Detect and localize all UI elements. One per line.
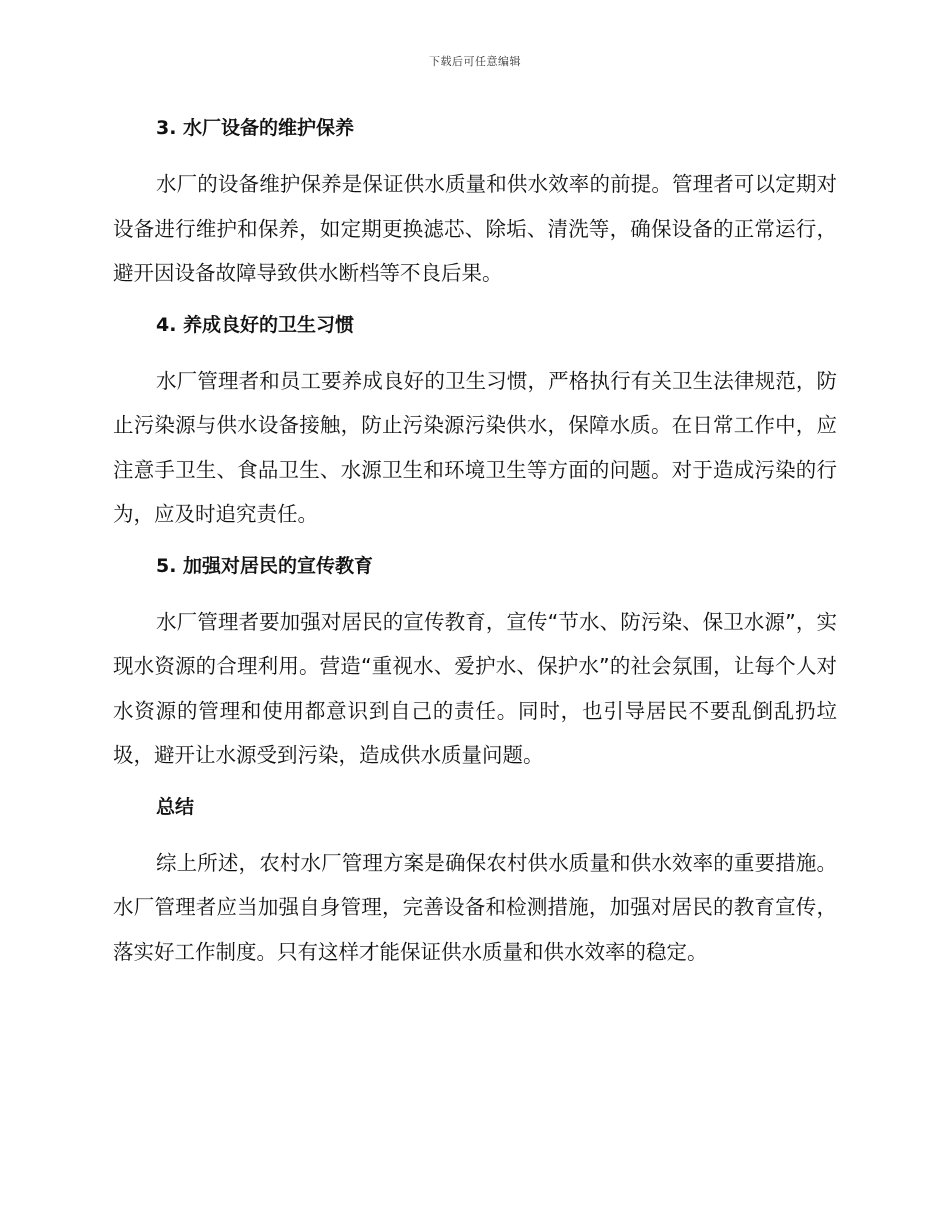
section-heading-summary: 总结 — [156, 795, 195, 818]
paragraph-resident-education: 水厂管理者要加强对居民的宣传教育，宣传“节水、防污染、保卫水源”，实现水资源的合理利用。营造“重视水、爱护水、保护水”的社会氛围，让每个人对水资源的管理和使用都意识到自己的责任。同时，也引导居民不要乱倒乱扔垃圾，避开让水源受到污染，造成供水质量问题。 — [113, 609, 837, 767]
paragraph-equipment-maintenance: 水厂的设备维护保养是保证供水质量和供水效率的前提。管理者可以定期对设备进行维护和保养，如定期更换滤芯、除垢、清洗等，确保设备的正常运行，避开因设备故障导致供水断档等不良后果。 — [113, 172, 837, 285]
paragraph-summary: 综上所述，农村水厂管理方案是确保农村供水质量和供水效率的重要措施。水厂管理者应当加强自身管理，完善设备和检测措施，加强对居民的教育宣传，落实好工作制度。只有这样才能保证供水质量和供水效率的稳定。 — [113, 850, 837, 964]
section-heading-equipment-maintenance: 3. 水厂设备的维护保养 — [156, 117, 355, 139]
page-header-note: 下载后可任意编辑 — [429, 55, 521, 68]
document-body — [113, 112, 837, 987]
paragraph-hygiene-habits: 水厂管理者和员工要养成良好的卫生习惯，严格执行有关卫生法律规范，防止污染源与供水设备接触，防止污染源污染供水，保障水质。在日常工作中，应注意手卫生、食品卫生、水源卫生和环境卫生等方面的问题。对于造成污染的行为，应及时追究责任。 — [113, 368, 837, 526]
section-heading-resident-education: 5. 加强对居民的宣传教育 — [156, 554, 374, 577]
section-heading-hygiene-habits: 4. 养成良好的卫生习惯 — [156, 313, 355, 336]
